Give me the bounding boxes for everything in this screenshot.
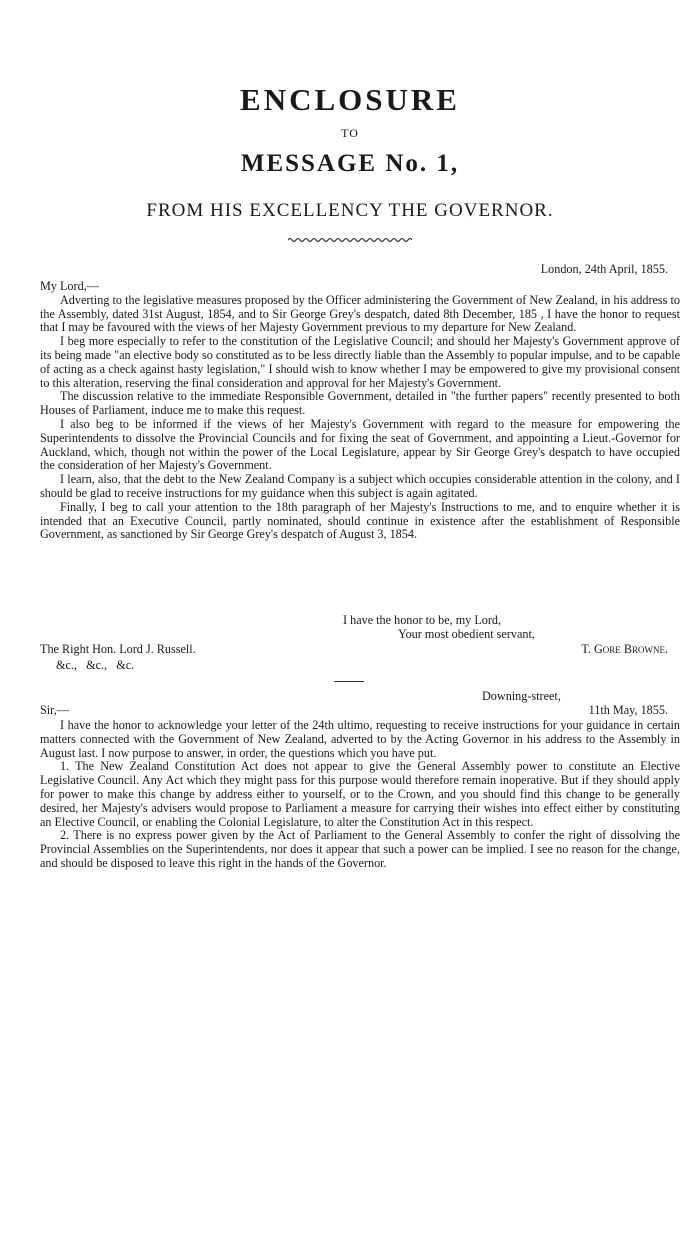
letter1-salutation: My Lord,—	[40, 279, 99, 293]
heading-from: FROM HIS EXCELLENCY THE GOVERNOR.	[146, 200, 554, 221]
letter1-etc: &c., &c., &c.	[56, 658, 135, 672]
letter1-paragraph: Finally, I beg to call your attention to the 18th paragraph of her Majesty's Instructions to me, and to enquire whether it is intended that an Executive Council, partly nominated, should continue in existence after the establishment of Responsible Government, as sanctioned by Sir George Grey's despatch of August 3, 1854.	[40, 499, 680, 542]
letter2-place: Downing-street,	[482, 689, 561, 703]
section-divider	[334, 681, 364, 682]
heading-message: MESSAGE No. 1,	[240, 150, 460, 177]
letter2-date: 11th May, 1855.	[588, 703, 668, 717]
letter2-paragraph: 2. There is no express power given by the Act of Parliament to the General Assembly to confer the right of dissolving the Provincial Assemblies on the Superintendents, nor does it appear that such a power can be implied. I see no reason for the change, and should be disposed to leave this right in the hands of the Governor.	[40, 828, 680, 870]
heading-enclosure: ENCLOSURE	[240, 82, 460, 117]
letter1-signature: T. Gore Browne.	[581, 642, 668, 656]
letter1-closing-1: I have the honor to be, my Lord,	[343, 613, 502, 627]
letter1-paragraph: I beg more especially to refer to the constitution of the Legislative Council; and should her Majesty's Government approve of its being made "an elective body so constituted as to be less directly liable than the Assembly to popular impulse, and to be capable of acting as a check against hasty legislation," I should wish to know whether I may be empowered to give my provisional consent to this alteration, reserving the final consideration and approval for her Majesty's Government.	[40, 334, 680, 390]
letter2-body	[40, 719, 680, 871]
letter1-addressee: The Right Hon. Lord J. Russell.	[40, 642, 196, 656]
letter1-body	[40, 280, 680, 542]
letter1-closing-2: Your most obedient servant,	[398, 627, 535, 641]
letter1-dateline: London, 24th April, 1855.	[540, 262, 668, 276]
letter2-paragraph: I have the honor to acknowledge your letter of the 24th ultimo, requesting to receive instructions for your guidance in certain matters connected with the Government of New Zealand, adverted to by the Acting Governor in his address to the Assembly in August last. I now purpose to answer, in order, the questions which you have put.	[40, 718, 680, 760]
letter2-salutation: Sir,—	[40, 703, 69, 717]
letter1-paragraph: The discussion relative to the immediate Responsible Government, detailed in "the further papers" recently presented to both Houses of Parliament, induce me to make this request.	[40, 389, 680, 418]
decorative-squiggle-divider	[288, 236, 412, 244]
letter1-paragraph: Adverting to the legislative measures proposed by the Officer administering the Government of New Zealand, in his address to the Assembly, dated 31st August, 1854, and to Sir George Grey's despatch, dated 8th December, 185 , I have the honor to request that I may be favoured with the views of her Majesty Government previous to my departure for New Zealand.	[40, 292, 680, 335]
heading-to: TO	[341, 126, 359, 140]
letter1-paragraph: I learn, also, that the debt to the New Zealand Company is a subject which occupies considerable attention in the colony, and I should be glad to receive instructions for my guidance when this subject is again agitated.	[40, 472, 680, 500]
letter2-paragraph: 1. The New Zealand Constitution Act does not appear to give the General Assembly power to constitute an Elective Legislative Council. Any Act which they might pass for this purpose would therefore remain inoperative. But if they should apply for power to make this change by address either to yourself, or to the Crown, and you should find this change to be generally desired, her Majesty's advisers would propose to Parliament a measure for carrying their wishes into effect either by constituting an Elective Council, or enabling the Colonial Legislature, to alter the Constitution Act in this respect.	[40, 759, 680, 829]
letter1-paragraph: I also beg to be informed if the views of her Majesty's Government with regard to the measure for empowering the Superintendents to dissolve the Provincial Councils and for fixing the seat of Government, and appointing a Lieut.-Governor for Auckland, which, though not within the power of the Local Legislature, appear by Sir George Grey's despatch to have occupied the consideration of her Majesty's Government.	[40, 416, 680, 473]
